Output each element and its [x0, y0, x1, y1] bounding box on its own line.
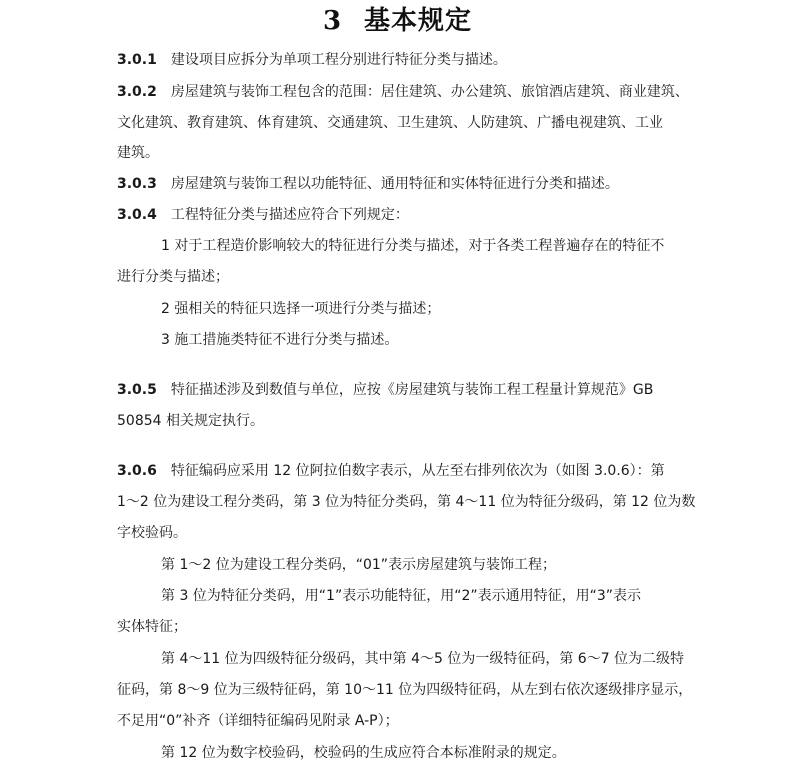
list-item-text: 进行分类与描述； — [117, 269, 229, 285]
paragraph-text: 第 12 位为数字校验码，校验码的生成应符合本标准附录的规定。 — [161, 745, 566, 761]
paragraph-text: 建设项目应拆分为单项工程分别进行特征分类与描述。 — [170, 52, 507, 68]
paragraph-text: 字校验码。 — [117, 525, 187, 541]
paragraph-text: 房屋建筑与装饰工程包含的范围：居住建筑、办公建筑、旅馆酒店建筑、商业建筑、 — [170, 84, 689, 100]
paragraph-text: 工程特征分类与描述应符合下列规定： — [170, 207, 409, 223]
paragraph-text: 特征编码应采用 12 位阿拉伯数字表示，从左至右排列依次为（如图 3.0.6）：第 — [170, 463, 665, 479]
clause-3-0-5 — [117, 380, 653, 400]
list-item-text: 1 对于工程造价影响较大的特征进行分类与描述，对于各类工程普遍存在的特征不 — [161, 238, 665, 254]
clause-3-0-2-continued — [117, 113, 663, 133]
clause-number: 3.0.4 — [117, 207, 157, 223]
paragraph-text: 1～2 位为建设工程分类码，第 3 位为特征分类码，第 4～11 位为特征分级码，第 12 位为数 — [117, 494, 696, 510]
paragraph-text: 第 4～11 位为四级特征分级码，其中第 4～5 位为一级特征码，第 6～7 位为二级特 — [161, 651, 685, 667]
code-digits-4-11-continued — [117, 680, 692, 700]
clause-3-0-1 — [117, 50, 507, 70]
code-digits-4-11 — [161, 649, 684, 669]
paragraph-text: 文化建筑、教育建筑、体育建筑、交通建筑、卫生建筑、人防建筑、广播电视建筑、工业 — [117, 115, 663, 131]
paragraph-text: 第 1～2 位为建设工程分类码，“01”表示房屋建筑与装饰工程； — [161, 557, 557, 573]
clause-3-0-4 — [117, 205, 409, 225]
code-digit-12 — [161, 743, 566, 763]
chapter-title-text: 基本规定 — [364, 6, 473, 36]
clause-3-0-6-continued — [117, 492, 695, 512]
clause-3-0-2-continued — [117, 143, 159, 163]
list-item-1 — [161, 236, 664, 256]
clause-number: 3.0.6 — [117, 463, 157, 479]
list-item-3 — [161, 330, 398, 350]
clause-number: 3.0.2 — [117, 84, 157, 100]
code-digits-4-11-continued — [117, 711, 399, 731]
clause-3-0-3 — [117, 174, 619, 194]
list-item-1-continued — [117, 267, 229, 287]
code-digit-3-continued — [117, 617, 187, 637]
chapter-number: 3 — [322, 6, 343, 36]
paragraph-text: 50854 相关规定执行。 — [117, 413, 264, 429]
code-digit-3 — [161, 586, 641, 606]
chapter-title — [0, 4, 795, 38]
clause-3-0-6-continued — [117, 523, 187, 543]
list-item-text: 2 强相关的特征只选择一项进行分类与描述； — [161, 301, 441, 317]
clause-3-0-6 — [117, 461, 665, 481]
clause-number: 3.0.5 — [117, 382, 157, 398]
clause-3-0-5-continued — [117, 411, 264, 431]
code-digits-1-2 — [161, 555, 556, 575]
clause-3-0-2 — [117, 82, 689, 102]
paragraph-text: 征码，第 8～9 位为三级特征码，第 10～11 位为四级特征码，从左到右依次逐级排序显示， — [117, 682, 693, 698]
clause-number: 3.0.1 — [117, 52, 157, 68]
clause-number: 3.0.3 — [117, 176, 157, 192]
paragraph-text: 不足用“0”补齐（详细特征编码见附录 A-P）； — [117, 713, 399, 729]
paragraph-text: 实体特征； — [117, 619, 187, 635]
paragraph-text: 第 3 位为特征分类码，用“1”表示功能特征，用“2”表示通用特征，用“3”表示 — [161, 588, 642, 604]
list-item-2 — [161, 299, 440, 319]
list-item-text: 3 施工措施类特征不进行分类与描述。 — [161, 332, 399, 348]
paragraph-text: 房屋建筑与装饰工程以功能特征、通用特征和实体特征进行分类和描述。 — [170, 176, 619, 192]
paragraph-text: 建筑。 — [117, 145, 159, 161]
paragraph-text: 特征描述涉及到数值与单位，应按《房屋建筑与装饰工程工程量计算规范》GB — [170, 382, 654, 398]
